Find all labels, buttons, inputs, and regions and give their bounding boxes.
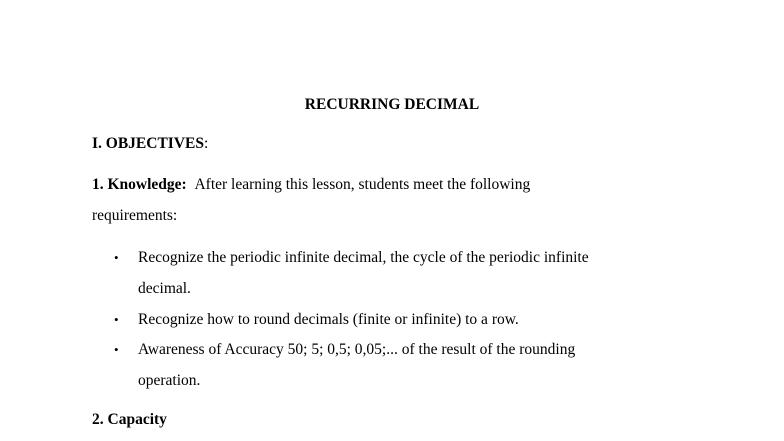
- bullet-icon: •: [114, 250, 119, 265]
- knowledge-paragraph-line1: [92, 176, 530, 194]
- knowledge-label: 1. Knowledge:: [92, 176, 187, 193]
- section-heading-colon: :: [203, 135, 209, 152]
- document-title: RECURRING DECIMAL: [304, 96, 480, 113]
- knowledge-paragraph-line2: requirements:: [92, 207, 178, 224]
- bullet-icon: •: [114, 312, 119, 327]
- bullet-item-3-line2: operation.: [138, 372, 201, 389]
- section-heading-objectives: [92, 135, 208, 153]
- section-heading-text: I. OBJECTIVES: [92, 135, 204, 152]
- knowledge-text: After learning this lesson, students meet the following: [194, 176, 531, 193]
- bullet-item-1-line2: decimal.: [138, 280, 191, 297]
- bullet-icon: •: [114, 342, 119, 357]
- bullet-item-1-line1: Recognize the periodic infinite decimal, the cycle of the periodic infinite: [138, 249, 589, 266]
- bullet-item-2-line1: Recognize how to round decimals (finite or infinite) to a row.: [138, 311, 519, 328]
- bullet-item-3-line1: Awareness of Accuracy 50; 5; 0,5; 0,05;... of the result of the rounding: [138, 341, 576, 358]
- capacity-heading: 2. Capacity: [92, 411, 167, 428]
